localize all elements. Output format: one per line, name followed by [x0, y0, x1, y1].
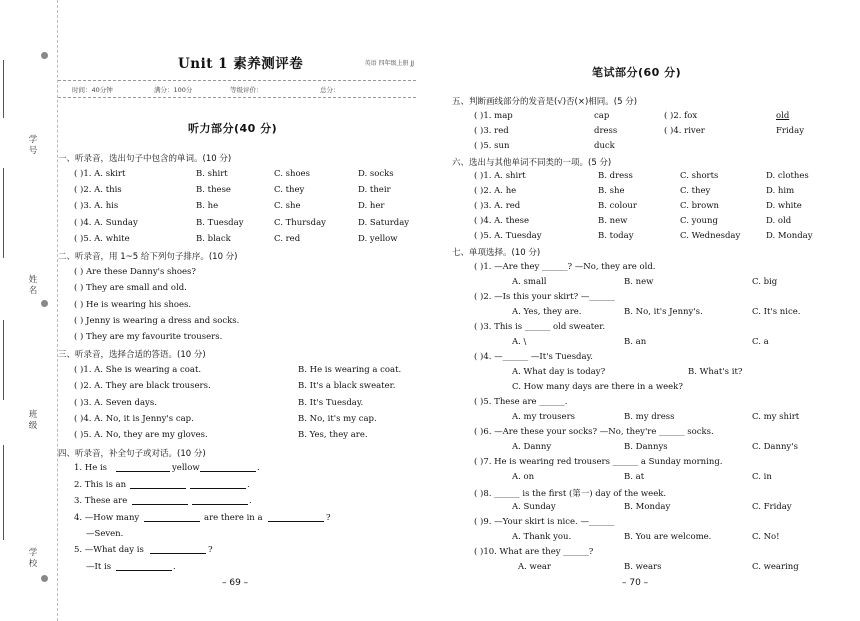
question-heading: 一、听录音，选出句子中包含的单词。(10 分) [58, 154, 232, 164]
meta-total: 总分： [320, 86, 340, 94]
question-stem: ( )3. This is ______ old sweater. [474, 322, 606, 332]
answer-blank[interactable] [190, 480, 246, 489]
question-stem: ( )5. These are ______. [474, 397, 568, 407]
binding-line [3, 320, 4, 400]
meta-score: 满分：100分 [154, 86, 193, 94]
question-heading: 六、选出与其他单词不同类的一项。(5 分) [452, 158, 612, 168]
section-title-listening: 听力部分(40 分) [188, 122, 278, 135]
question-row: ( ) They are my favourite trousers. [74, 332, 223, 342]
binding-line [3, 445, 4, 540]
question-row: ( ) Jenny is wearing a dress and socks. [74, 316, 240, 326]
answer-blank[interactable] [144, 513, 200, 522]
question-stem: ( )7. He is wearing red trousers ______ a Sunday morning. [474, 457, 723, 467]
binding-label-name: 姓名 [28, 275, 38, 296]
page-number: – 70 – [622, 578, 649, 588]
answer-blank[interactable] [268, 513, 324, 522]
answer-blank[interactable] [200, 463, 256, 472]
question-heading: 五、判断画线部分的发音是(√)否(×)相同。(5 分) [452, 97, 638, 107]
title-row [58, 52, 420, 72]
question-options: C. How many days are there in a week? [512, 382, 683, 392]
punch-hole [41, 575, 48, 582]
answer-blank[interactable] [116, 562, 172, 571]
answer-blank[interactable] [150, 545, 206, 554]
question-heading: 二、听录音，用 1~5 给下列句子排序。(10 分) [58, 252, 238, 262]
meta-time: 时间：40分钟 [72, 86, 113, 94]
binding-line [3, 168, 4, 258]
answer-blank[interactable] [132, 496, 188, 505]
question-row: ( ) They are small and old. [74, 283, 187, 293]
section-title-written: 笔试部分(60 分) [592, 66, 682, 79]
answer-blank[interactable] [192, 496, 248, 505]
punch-hole [41, 300, 48, 307]
question-stem: ( )4. —______ —It's Tuesday. [474, 352, 593, 362]
page-title: Unit 1 素养测评卷 [178, 56, 304, 72]
answer-blank[interactable] [116, 463, 170, 472]
page-number: – 69 – [222, 578, 249, 588]
binding-margin [0, 0, 58, 621]
question-stem: ( )10. What are they ______? [474, 547, 594, 557]
question-stem: ( )6. —Are these your socks? —No, they're ______ socks. [474, 427, 714, 437]
question-stem: ( )2. —Is this your skirt? —______ [474, 292, 615, 302]
subject-tag: 英语 四年级上册 JJ [364, 60, 414, 67]
question-stem: ( )9. —Your skirt is nice. —______ [474, 517, 615, 527]
answer-blank[interactable] [130, 480, 186, 489]
question-heading: 四、听录音，补全句子或对话。(10 分) [58, 449, 206, 459]
question-stem: ( )8. ______ is the first (第一) day of the week. [474, 489, 667, 499]
question-heading: 七、单项选择。(10 分) [452, 248, 541, 258]
question-row: ( ) Are these Danny's shoes? [74, 267, 196, 277]
binding-label-student-id: 学号 [28, 135, 38, 156]
binding-label-school: 学校 [28, 548, 38, 569]
meta-level: 等级评价： [230, 86, 263, 94]
punch-hole [41, 52, 48, 59]
question-heading: 三、听录音，选择合适的答语。(10 分) [58, 350, 206, 360]
question-row: ( ) He is wearing his shoes. [74, 300, 192, 310]
meta-bar [58, 80, 416, 98]
fill-line: —Seven. [86, 529, 124, 539]
binding-label-class: 班级 [28, 410, 38, 431]
binding-line [3, 60, 4, 118]
question-stem: ( )1. —Are they ______? —No, they are old. [474, 262, 656, 272]
